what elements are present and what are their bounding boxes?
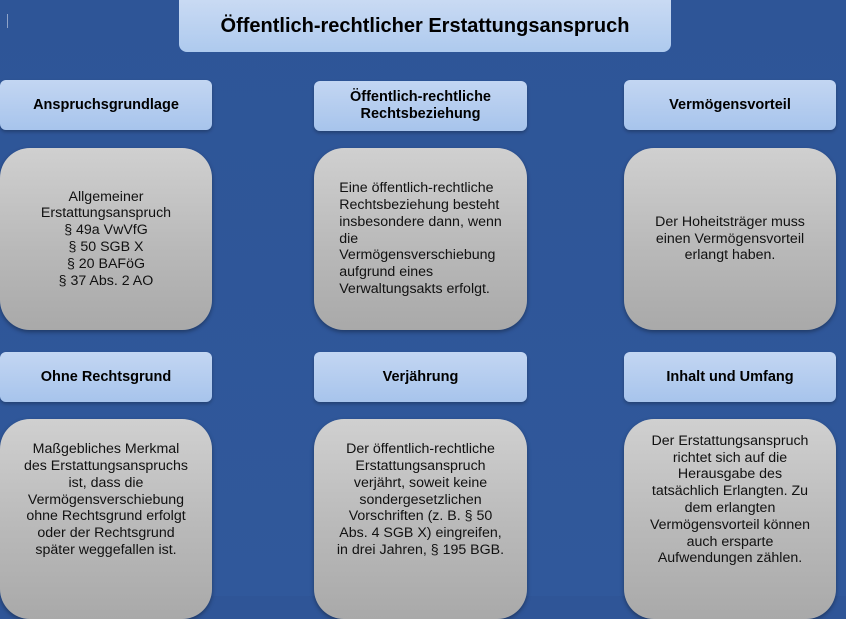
heading-ohne-rechtsgrund xyxy=(0,352,212,402)
heading-vermoegensvorteil xyxy=(624,80,836,130)
heading-text: Anspruchsgrundlage xyxy=(33,96,179,113)
heading-rechtsbeziehung xyxy=(314,81,527,131)
card-rechtsbeziehung xyxy=(314,148,527,330)
text-cursor xyxy=(7,14,8,28)
heading-text: Ohne Rechtsgrund xyxy=(40,368,172,385)
card-text: Der Hoheitsträger muss einen Vermögensvorteil erlangt haben. xyxy=(655,213,805,264)
card-vermoegensvorteil xyxy=(624,148,836,330)
heading-text: Inhalt und Umfang xyxy=(666,368,794,385)
card-anspruchsgrundlage xyxy=(0,148,212,330)
heading-inhalt-und-umfang xyxy=(624,352,836,402)
heading-verjaehrung xyxy=(314,352,527,402)
card-text: Allgemeiner Erstattungsanspruch § 49a VwVfG § 50 SGB X § 20 BAFöG § 37 Abs. 2 AO xyxy=(40,188,172,289)
card-text: Der Erstattungsanspruch richtet sich auf die Herausgabe des tatsächlich Erlangten. Zu dem erlangten Vermögensvorteil können auch ersparte Aufwendungen zählen. xyxy=(649,432,811,567)
card-verjaehrung xyxy=(314,419,527,619)
heading-text: Öffentlich-rechtliche Rechtsbeziehung xyxy=(350,89,491,122)
card-text: Maßgebliches Merkmal des Erstattungsanspruchs ist, dass die Vermögensverschiebung ohne Rechtsgrund erfolgt oder der Rechtsgrund später weggefallen ist. xyxy=(23,441,189,558)
heading-text: Vermögensvorteil xyxy=(669,96,791,113)
heading-anspruchsgrundlage xyxy=(0,80,212,130)
heading-text: Verjährung xyxy=(382,368,459,385)
card-inhalt-und-umfang xyxy=(624,419,836,619)
diagram-title-text: Öffentlich-rechtlicher Erstattungsanspruch xyxy=(220,14,630,37)
card-ohne-rechtsgrund xyxy=(0,419,212,619)
diagram-title xyxy=(179,0,671,52)
card-text: Eine öffentlich-rechtliche Rechtsbeziehung besteht insbesondere dann, wenn die Vermögensverschiebung aufgrund eines Verwaltungsakts erfolgt. xyxy=(339,180,502,297)
card-text: Der öffentlich-rechtliche Erstattungsanspruch verjährt, soweit keine sondergesetzlichen Vorschriften (z. B. § 50 Abs. 4 SGB X) eingreifen, in drei Jahren, § 195 BGB. xyxy=(336,441,505,558)
